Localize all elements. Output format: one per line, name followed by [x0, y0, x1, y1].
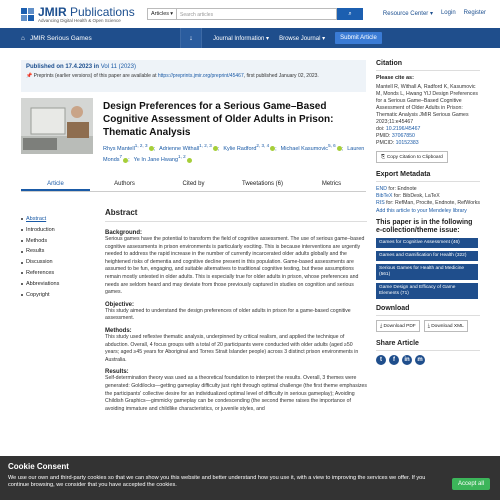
- submit-article-button[interactable]: Submit Article: [335, 32, 382, 44]
- chevron-down-icon: ▾: [170, 11, 173, 17]
- toc-item-results[interactable]: Results: [21, 246, 59, 257]
- toc-item-discussion[interactable]: Discussion: [21, 257, 59, 268]
- share-heading: Share Article: [376, 340, 480, 351]
- ecollection-link[interactable]: Games and Gamification for Health (322): [376, 251, 478, 261]
- orcid-icon: [213, 146, 218, 151]
- download-heading: Download: [376, 305, 480, 316]
- author-link[interactable]: Ye In Jane Hwang$^{1, 2}$: [134, 157, 192, 163]
- accept-cookies-button[interactable]: Accept all: [452, 478, 490, 490]
- author-link[interactable]: Michael Kasumovic$^{5, 6}$;: [280, 143, 344, 152]
- article-headline: [21, 98, 366, 178]
- export-link[interactable]: RIS: [376, 200, 385, 206]
- author-link[interactable]: Rhys Mantell$^{1, 2, 3}$;: [103, 143, 156, 152]
- bullet-icon: [21, 240, 23, 242]
- home-icon: ⌂: [21, 34, 25, 42]
- chevron-down-icon: ▾: [429, 11, 433, 17]
- logo-mark-icon: [21, 8, 35, 22]
- pin-icon: 📌: [26, 73, 33, 79]
- toc-item-references[interactable]: References: [21, 268, 59, 279]
- arrow-down-icon: ↓: [189, 34, 193, 42]
- export-line: END for: Endnote: [376, 186, 417, 192]
- ecollection-heading: This paper is in the following e-collection/theme issue:: [376, 219, 473, 234]
- tab-article[interactable]: Article: [21, 181, 90, 191]
- orcid-icon: [149, 146, 154, 151]
- search-icon: ⌕: [348, 10, 352, 17]
- abstract-subheading: Results:: [105, 369, 129, 376]
- abstract-paragraph: Serious games have the potential to transform the field of cognitive assessment. The use of serious game–based cognitive assessments in prison environments is particularly exciting. This is because interventions are urgently needed to address the rapid increase in the number of currently incarcerated older adults globally and the heightened risks of dementia and cognitive decline present in this population. Game-based assessments are assumed to be fun, engaging, and suitable alternatives to traditional cognitive testing, but these assumptions remain mostly untested in older adults. This is especially true for older adults in prison, whose preferences and needs are seldom heard and may deviate from those previously captured in studies on cognition and serious games.: [105, 236, 365, 296]
- ecollection-link[interactable]: Game Design and Efficacy of Game Elements (71): [376, 283, 478, 299]
- journal-home-link[interactable]: ⌂ JMIR Serious Games: [21, 34, 92, 42]
- search-scope-select[interactable]: Articles ▾: [147, 8, 177, 20]
- toc-item-abbreviations[interactable]: Abbreviations: [21, 279, 59, 290]
- export-line: BibTeX for: BibDesk, LaTeX: [376, 193, 440, 199]
- article-tabs: [21, 181, 366, 192]
- pmcid-link[interactable]: 10152383: [395, 140, 419, 146]
- download-icon: ⤓: [380, 324, 383, 329]
- download-pdf-button[interactable]: ⤓ Download PDF: [376, 320, 420, 332]
- volume-link[interactable]: Vol 11 (2023): [100, 64, 136, 70]
- author-link[interactable]: Adrienne Withall$^{1, 2, 3}$;: [159, 143, 220, 152]
- toc-item-introduction[interactable]: Introduction: [21, 225, 59, 236]
- cookie-title: Cookie Consent: [8, 462, 69, 471]
- pmid-link[interactable]: 37067850: [391, 133, 415, 139]
- tab-cited-by[interactable]: Cited by: [182, 181, 205, 187]
- article-main: [21, 60, 366, 178]
- export-line: RIS for: RefMan, Procite, Endnote, RefWorks: [376, 200, 480, 206]
- export-link[interactable]: END: [376, 186, 387, 192]
- toc-item-methods[interactable]: Methods: [21, 236, 59, 247]
- tab-authors[interactable]: Authors: [114, 181, 135, 187]
- citation-text: Mantell R, Withall A, Radford K, Kasumovic M, Monds L, Hwang YIJ Design Preferences for a Serious Game–Based Cognitive Assessment of Older Adults in Prison: Thematic Analysis JMIR Serious Games 2023;11:e45467 doi: 10.2196/45467 PMID: 37067850 PMCID: 10152383: [376, 84, 478, 146]
- cite-as-label: Please cite as:: [376, 75, 414, 81]
- bullet-icon: [21, 272, 23, 274]
- browse-journal-menu[interactable]: Browse Journal ▾: [279, 35, 326, 42]
- abstract-section: [105, 208, 367, 413]
- login-link[interactable]: Login: [440, 10, 456, 16]
- toc-item-abstract[interactable]: Abstract: [21, 214, 59, 225]
- journal-nav: [0, 28, 500, 48]
- bullet-icon: [21, 283, 23, 285]
- abstract-heading: Abstract: [105, 208, 367, 222]
- toc-item-copyright[interactable]: Copyright: [21, 290, 59, 301]
- logo-title: JMIR Publications: [38, 5, 135, 19]
- download-xml-button[interactable]: ⤓ Download XML: [424, 320, 468, 332]
- mendeley-link[interactable]: Add this article to your Mendeley library: [376, 208, 467, 214]
- author-list: [103, 142, 365, 165]
- cookie-banner: [0, 456, 500, 500]
- author-link[interactable]: Kylie Radford$^{2, 3, 4}$;: [223, 143, 277, 152]
- article-thumbnail: [21, 98, 93, 154]
- search-bar: [147, 8, 363, 20]
- journal-information-menu[interactable]: Journal Information ▾: [213, 35, 270, 42]
- cookie-text: We use our own and third-party cookies so that we can show you this website and better understand how you use it, with a view to improving the services we offer. If you continue browsing, we consider that you have accepted the cookies.: [8, 475, 426, 488]
- article-title: Design Preferences for a Serious Game–Based Cognitive Assessment of Older Adults in Prison: Thematic Analysis: [103, 101, 334, 138]
- export-link[interactable]: BibTeX: [376, 193, 393, 199]
- bullet-icon: [21, 251, 23, 253]
- top-links: [383, 10, 486, 17]
- table-of-contents: [21, 214, 59, 300]
- doi-link[interactable]: 10.2196/45467: [385, 126, 421, 132]
- logo-subtitle: Advancing Digital Health & Open Science: [38, 18, 121, 23]
- journal-switch-button[interactable]: [180, 28, 202, 48]
- download-icon: ⤓: [427, 324, 430, 329]
- abstract-subheading: Objective:: [105, 301, 135, 308]
- search-button[interactable]: [337, 8, 363, 20]
- site-header: [0, 0, 500, 28]
- resource-center-link[interactable]: Resource Center ▾: [382, 11, 433, 17]
- orcid-icon: [337, 146, 342, 151]
- jmir-logo[interactable]: [21, 6, 135, 24]
- abstract-subheading: Background:: [105, 230, 143, 236]
- facebook-icon[interactable]: f: [389, 355, 399, 365]
- linkedin-icon[interactable]: in: [402, 355, 412, 365]
- orcid-icon: [187, 158, 192, 163]
- ecollection-link[interactable]: Serious Games for Health and Medicine (561): [376, 264, 478, 280]
- clipboard-icon: ⎘: [381, 155, 385, 160]
- bullet-icon: [21, 294, 23, 296]
- bullet-icon: [21, 262, 23, 264]
- orcid-icon: [270, 146, 275, 151]
- abstract-subheading: Methods:: [105, 327, 132, 334]
- abstract-paragraph: Self-determination theory was used as a theoretical foundation to interpret the results. Overall, 3 themes were generated: Goldilocks—getting gameplay difficulty just right through optimal challenge (the first theme emphasizes the participants' collective desire for an individualized optimal level of difficulty in serious gameplay); Avoiding Childish Graphics—gimmicky gameplay can be condescending (the second theme raises the importance of avoiding immature and childlike characteristics, or juvenile styles, and: [105, 375, 368, 412]
- orcid-icon: [123, 158, 128, 163]
- preprint-link[interactable]: https://preprints.jmir.org/preprint/45467: [157, 73, 244, 79]
- publication-info: Published on 17.4.2023 in Vol 11 (2023) 📌 Preprints (earlier versions) of this paper are available at https://preprints.jmir.org/preprint/45467, first published January 02, 2023.: [21, 60, 366, 92]
- abstract-paragraph: This study aimed to understand the design preferences of older adults in prison for a game-based cognitive assessment.: [105, 307, 351, 322]
- twitter-icon[interactable]: t: [376, 355, 386, 365]
- tab-metrics[interactable]: Metrics: [321, 181, 342, 187]
- mendeley-icon[interactable]: m: [415, 355, 425, 365]
- ecollection-link[interactable]: Games for Cognitive Assessment (46): [376, 238, 478, 248]
- sidebar: [376, 60, 480, 365]
- search-input[interactable]: Search articles: [177, 8, 337, 20]
- export-heading: Export Metadata: [376, 171, 480, 182]
- bullet-icon: [21, 229, 23, 231]
- author-link[interactable]: Lauren Monds$^7$;: [103, 145, 365, 164]
- copy-citation-button[interactable]: ⎘ Copy Citation to Clipboard: [376, 151, 448, 163]
- citation-heading: Citation: [376, 60, 480, 71]
- register-link[interactable]: Register: [463, 10, 486, 16]
- abstract-paragraph: This study used reflexive thematic analysis, underpinned by critical realism, and applied the technique of abduction. Overall, 4 focus groups with a total of 20 participants were conducted with older adults (aged ≥50 years; aged ≥45 years for Aboriginal and Torres Strait Islander people) across 3 distinct prison environments in Australia.: [105, 333, 359, 363]
- tab-tweetations[interactable]: Tweetations (6): [241, 181, 284, 187]
- bullet-icon: [21, 218, 23, 220]
